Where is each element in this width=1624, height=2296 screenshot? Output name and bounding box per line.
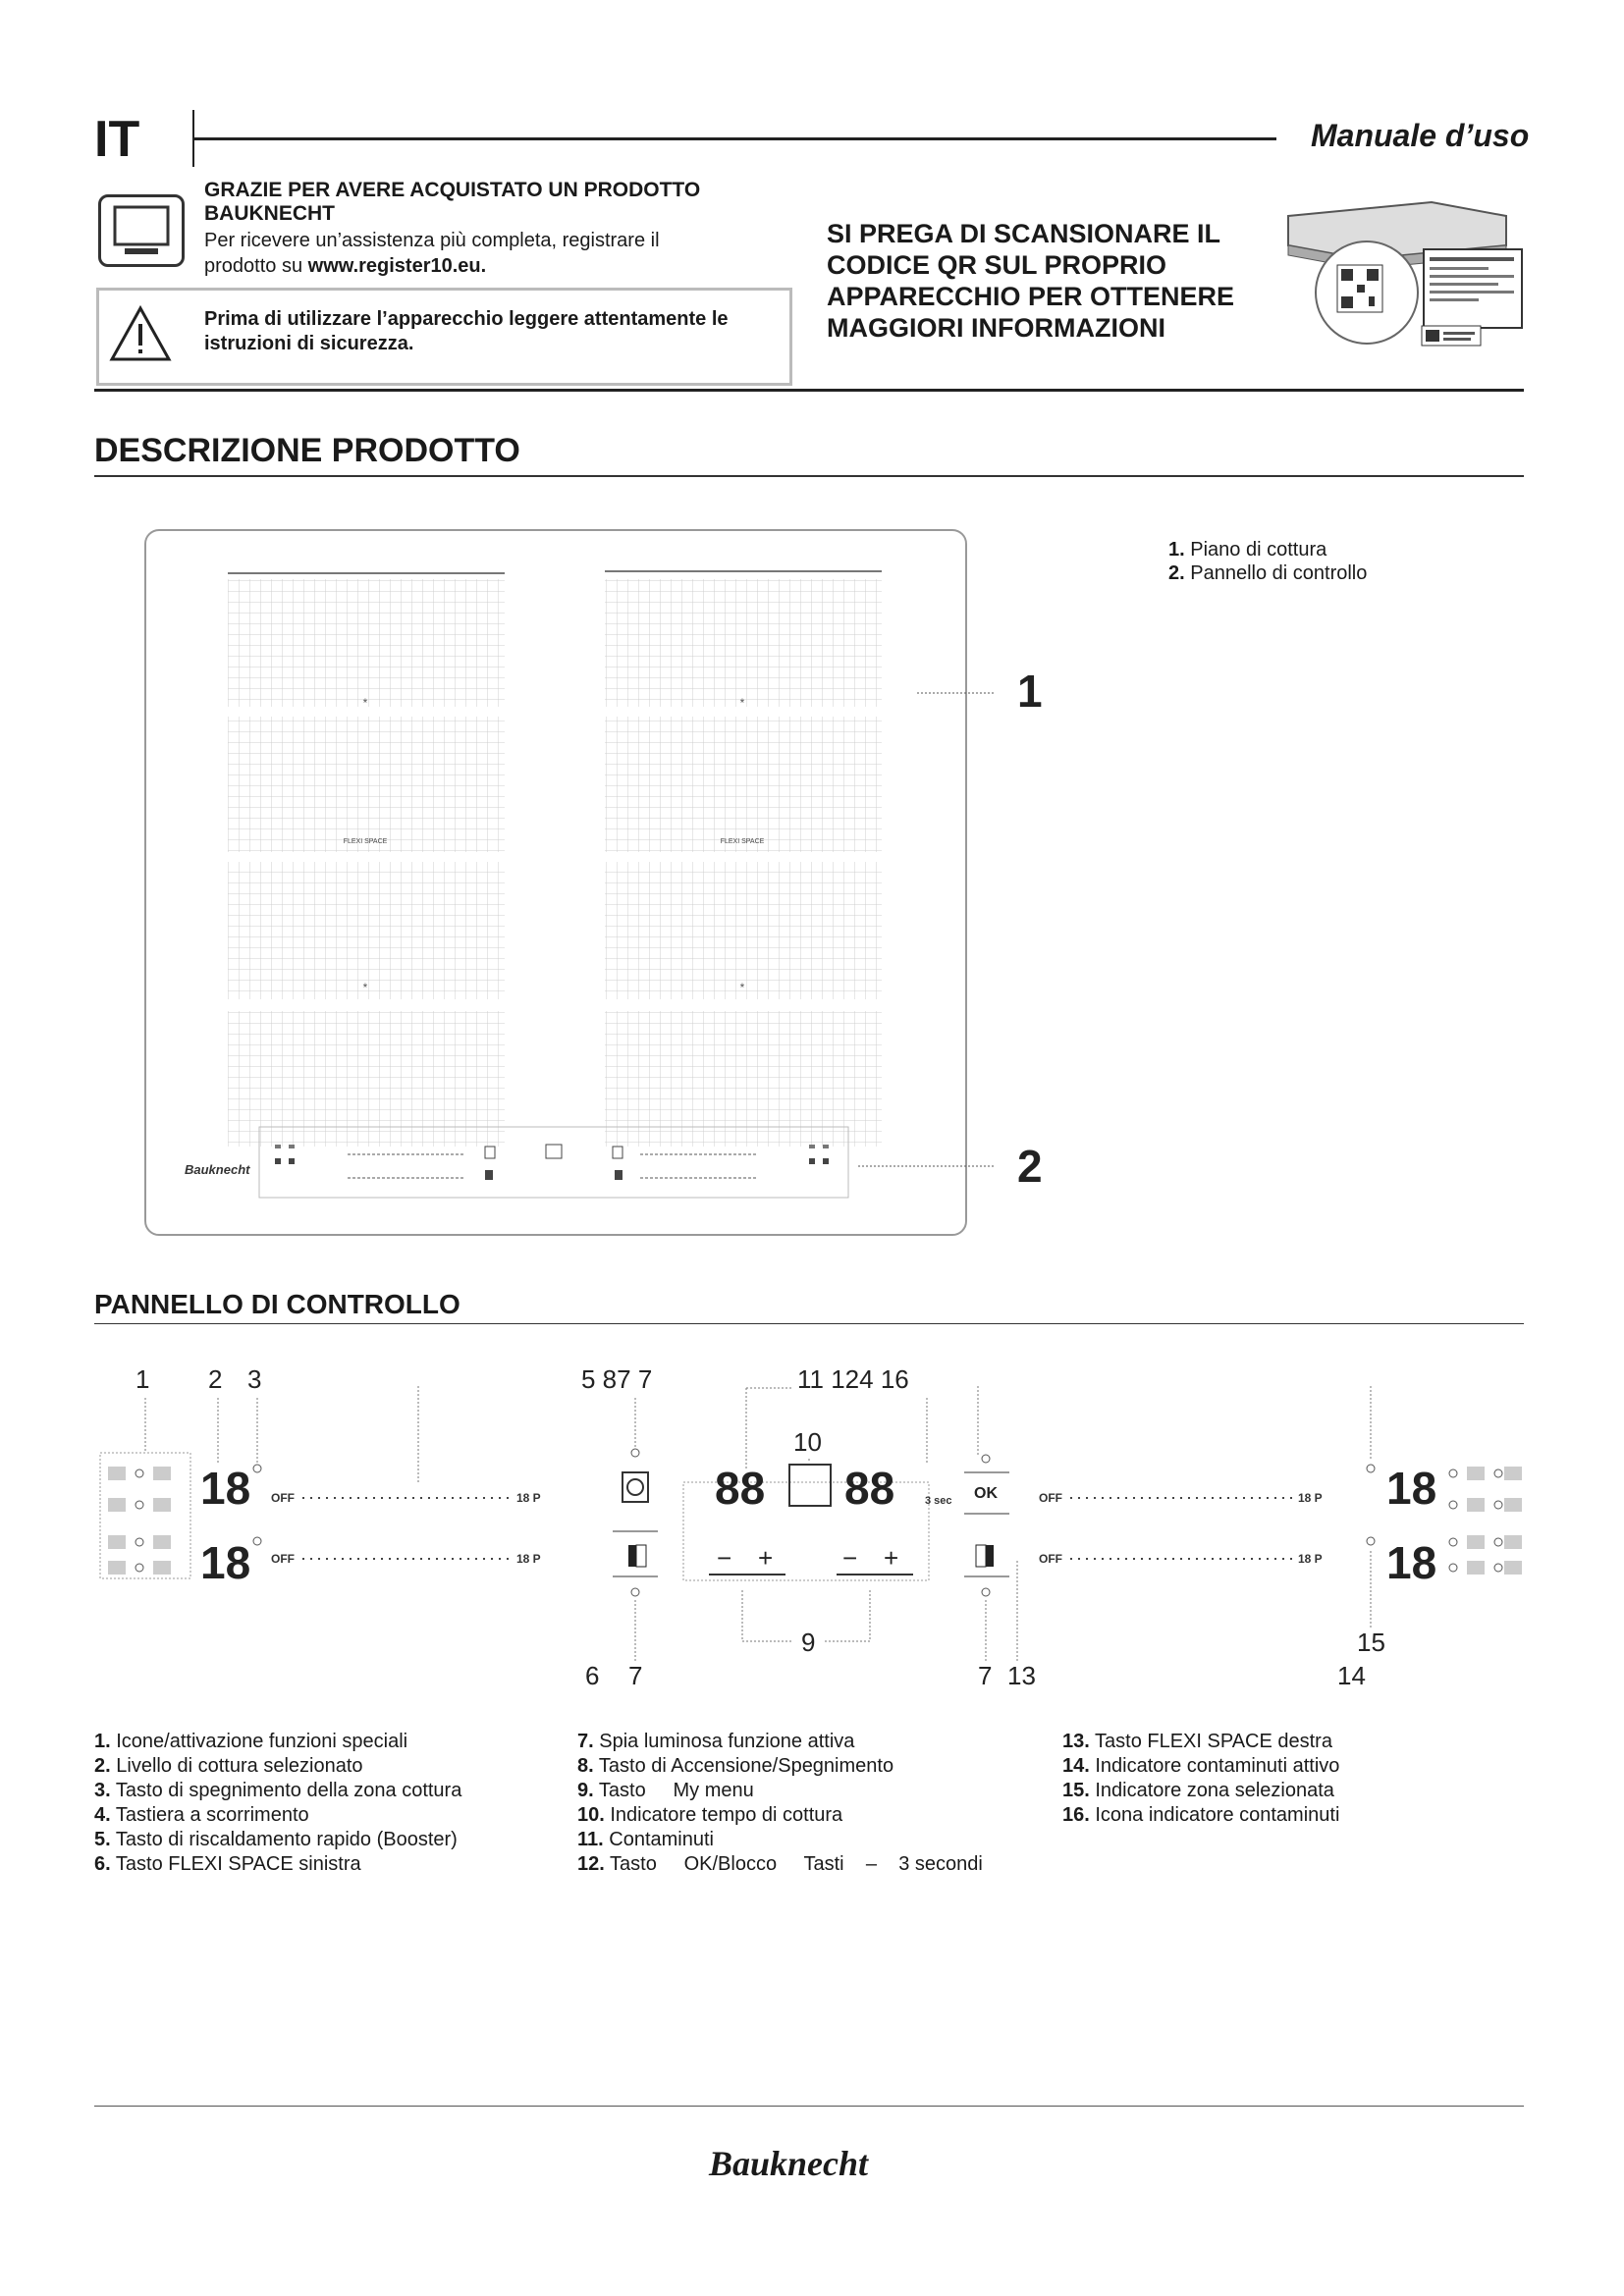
legend-column-1 [94,1730,585,1877]
off-label: OFF [271,1491,295,1505]
timer-display-left: 88 [715,1463,766,1514]
callout-number: 9 [801,1628,816,1657]
registration-title: GRAZIE PER AVERE ACQUISTATO UN PRODOTTO BAUKNECHT [204,179,701,225]
legend-item: 4. Tastiera a scorrimento [94,1804,309,1826]
timer-minus: − [842,1543,858,1573]
hob-brand: Bauknecht [185,1162,250,1177]
svg-text:*: * [739,981,745,994]
level-label: 18 P [516,1552,541,1566]
warning-text: Prima di utilizzare l’apparecchio leggere attentamente le istruzioni di sicurezza. [204,308,729,354]
registration-body: Per ricevere un’assistenza più completa, registrare il prodotto su [204,230,660,277]
callout-number: 2 [208,1364,223,1394]
control-panel-heading: PANNELLO DI CONTROLLO [94,1289,460,1319]
registration-url[interactable]: www.register10.eu. [307,255,487,277]
off-label: OFF [1039,1552,1062,1566]
warning-icon [109,304,172,363]
registration-text [204,228,734,279]
parts-item: 2. Pannello di controllo [1168,562,1368,584]
power-icon [627,1479,643,1495]
language-code: IT [94,111,140,168]
timer-plus: + [884,1543,899,1573]
zone-label-right: FLEXI SPACE [720,838,765,845]
callout-number: 15 [1357,1628,1385,1657]
callout-number: 7 [978,1661,993,1690]
legend-column-3 [1062,1730,1524,1828]
parts-list [1168,538,1367,585]
svg-text:*: * [362,696,368,710]
flexi-space-right-button [976,1545,986,1567]
cooking-level-display: 18 [200,1463,251,1514]
callout-number: 14 [1337,1661,1366,1690]
legend-item: 6. Tasto FLEXI SPACE sinistra [94,1853,361,1875]
callout-number: 11 124 16 [797,1364,909,1394]
legend-item: 11. Contaminuti [577,1829,714,1850]
parts-item: 1. Piano di cottura [1168,539,1327,561]
level-label: 18 P [1298,1552,1323,1566]
hob-diagram [141,526,1123,1239]
legend-item: 8. Tasto di Accensione/Spegnimento [577,1755,894,1777]
qr-instruction: SI PREGA DI SCANSIONARE IL CODICE QR SUL PROPRIO APPARECCHIO PER OTTENERE MAGGIORI INFORMAZIONI [827,219,1235,343]
manual-title: Manuale d’uso [1311,118,1530,153]
heading-rule [94,475,1524,477]
special-functions-left [100,1453,190,1578]
flexi-space-left-button [628,1545,636,1567]
product-heading: DESCRIZIONE PRODOTTO [94,432,520,469]
cooking-level-display: 18 [1386,1463,1437,1514]
callout-number: 3 [247,1364,262,1394]
svg-text:*: * [739,696,745,710]
callout-number: 5 87 7 [581,1364,653,1394]
legend-item: 12. Tasto OK/Blocco Tasti – 3 secondi [577,1853,983,1875]
legend-item: 5. Tasto di riscaldamento rapido (Booster) [94,1829,458,1850]
ok-button: OK [974,1485,998,1502]
power-button [623,1472,648,1502]
legend-item: 7. Spia luminosa funzione attiva [577,1731,855,1752]
lock-label: 3 sec [925,1495,952,1507]
special-functions-right [1449,1467,1522,1575]
callout-number: 10 [793,1427,822,1457]
callout-number: 1 [135,1364,150,1394]
legend-item: 1. Icone/attivazione funzioni speciali [94,1731,408,1752]
off-label: OFF [271,1552,295,1566]
off-label: OFF [1039,1491,1062,1505]
timer-plus: + [758,1543,774,1573]
cooking-level-display: 18 [1386,1537,1437,1588]
legend-item: 15. Indicatore zona selezionata [1062,1780,1334,1801]
callout-number: 6 [585,1661,600,1690]
callout-1: 1 [1017,666,1043,717]
timer-minus: − [717,1543,732,1573]
legend-item: 13. Tasto FLEXI SPACE destra [1062,1731,1332,1752]
level-label: 18 P [1298,1491,1323,1505]
footer-rule [94,2106,1524,2107]
header-rule [194,137,1276,140]
legend-item: 10. Indicatore tempo di cottura [577,1804,843,1826]
my-menu-icon [789,1465,831,1506]
zone-label-left: FLEXI SPACE [343,838,388,845]
cooking-level-display: 18 [200,1537,251,1588]
callout-number: 13 [1007,1661,1036,1690]
computer-icon [98,194,185,267]
level-label: 18 P [516,1491,541,1505]
legend-item: 9. Tasto My menu [577,1780,754,1801]
legend-column-2 [577,1730,1068,1877]
brand-logo: Bauknecht [709,2144,869,2183]
timer-display-right: 88 [844,1463,895,1514]
callout-2: 2 [1017,1141,1043,1192]
appliance-qr-illustration [1284,194,1528,351]
svg-text:*: * [362,981,368,994]
legend-item: 3. Tasto di spegnimento della zona cottura [94,1780,462,1801]
legend-item: 2. Livello di cottura selezionato [94,1755,363,1777]
callout-number: 7 [628,1661,643,1690]
control-panel-diagram [94,1355,1528,1708]
section-rule [94,389,1524,392]
heading-rule [94,1323,1524,1324]
legend-item: 16. Icona indicatore contaminuti [1062,1804,1340,1826]
legend-item: 14. Indicatore contaminuti attivo [1062,1755,1340,1777]
